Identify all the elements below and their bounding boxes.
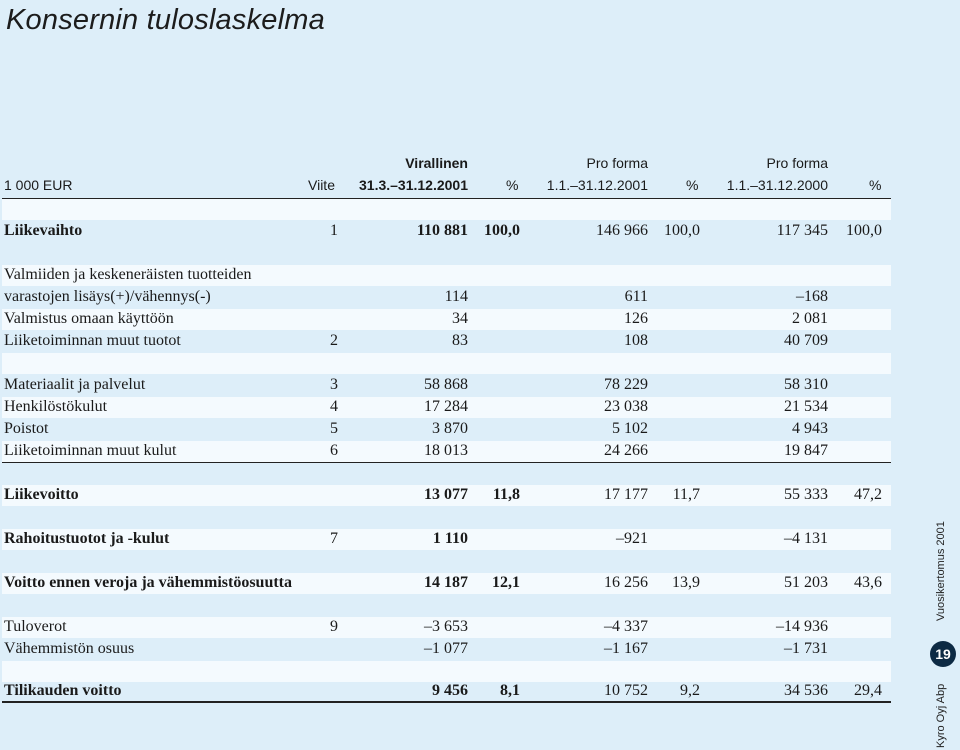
row-label: Liikevoitto	[4, 486, 79, 503]
note-header: Viite	[308, 177, 335, 193]
row-pct-col1: 8,1	[500, 682, 520, 699]
row-label: Tilikauden voitto	[4, 682, 122, 699]
col2-type: Pro forma	[586, 155, 648, 171]
col3-pct-header: %	[869, 177, 882, 193]
col2-pct-header: %	[686, 177, 699, 193]
row-value-col1: 14 187	[424, 574, 468, 591]
col1-period: 31.3.–31.12.2001	[359, 177, 468, 193]
row-band	[2, 661, 891, 682]
row-value-col1: –3 653	[424, 618, 468, 635]
row-value-col3: 55 333	[784, 486, 828, 503]
row-value-col2: 16 256	[604, 574, 648, 591]
row-value-col1: 83	[452, 332, 468, 349]
row-label: varastojen lisäys(+)/vähennys(-)	[4, 288, 211, 305]
row-value-col2: 108	[624, 332, 648, 349]
row-note: 3	[330, 376, 338, 393]
row-label: Voitto ennen veroja ja vähemmistöosuutta	[4, 574, 292, 591]
row-value-col2: –4 337	[604, 618, 648, 635]
row-label: Materiaalit ja palvelut	[4, 376, 146, 393]
row-pct-col1: 11,8	[492, 486, 520, 503]
row-value-col2: 5 102	[612, 420, 648, 437]
row-value-col1: –1 077	[424, 640, 468, 657]
row-pct-col3: 43,6	[854, 574, 882, 591]
row-note: 2	[330, 332, 338, 349]
row-value-col1: 1 110	[432, 530, 468, 547]
row-value-col2: 17 177	[604, 486, 648, 503]
row-value-col2: –1 167	[604, 640, 648, 657]
col3-period: 1.1.–31.12.2000	[726, 177, 828, 193]
row-value-col2: –921	[616, 530, 648, 547]
row-value-col1: 9 456	[432, 682, 468, 699]
row-note: 9	[330, 618, 338, 635]
unit-label: 1 000 EUR	[4, 177, 73, 193]
row-pct-col2: 9,2	[680, 682, 700, 699]
row-note: 5	[330, 420, 338, 437]
col1-pct-header: %	[506, 177, 519, 193]
row-value-col1: 114	[444, 288, 468, 305]
row-pct-col1: 100,0	[484, 222, 520, 239]
row-note: 7	[330, 530, 338, 547]
row-value-col2: 24 266	[604, 442, 648, 459]
col2-period: 1.1.–31.12.2001	[546, 177, 648, 193]
row-band	[2, 353, 891, 374]
row-value-col3: –14 936	[776, 618, 828, 635]
row-band	[2, 199, 891, 220]
row-value-col1: 34	[452, 310, 468, 327]
row-label: Valmiiden ja keskeneräisten tuotteiden	[4, 266, 252, 283]
row-value-col1: 17 284	[424, 398, 468, 415]
row-value-col3: 117 345	[776, 222, 828, 239]
col1-type: Virallinen	[405, 155, 468, 171]
row-value-col2: 78 229	[604, 376, 648, 393]
row-value-col3: 21 534	[784, 398, 828, 415]
row-value-col3: 51 203	[784, 574, 828, 591]
row-value-col1: 58 868	[424, 376, 468, 393]
row-value-col2: 10 752	[604, 682, 648, 699]
page-number: 19	[930, 641, 956, 667]
row-value-col3: 34 536	[784, 682, 828, 699]
row-value-col1: 3 870	[432, 420, 468, 437]
row-value-col2: 611	[624, 288, 648, 305]
row-value-col3: 58 310	[784, 376, 828, 393]
row-pct-col2: 13,9	[672, 574, 700, 591]
row-value-col3: –168	[796, 288, 828, 305]
row-label: Henkilöstökulut	[4, 398, 108, 415]
row-value-col3: –4 131	[784, 530, 828, 547]
row-value-col3: 19 847	[784, 442, 828, 459]
row-pct-col1: 12,1	[492, 574, 520, 591]
row-note: 4	[330, 398, 338, 415]
row-note: 6	[330, 442, 338, 459]
row-label: Liiketoiminnan muut kulut	[4, 442, 177, 459]
row-label: Rahoitustuotot ja -kulut	[4, 530, 170, 547]
row-label: Vähemmistön osuus	[4, 640, 135, 657]
row-note: 1	[330, 222, 338, 239]
row-value-col1: 13 077	[424, 486, 468, 503]
row-value-col3: –1 731	[784, 640, 828, 657]
side-company: Kyro Oyj Abp	[935, 683, 947, 748]
row-pct-col2: 11,7	[672, 486, 700, 503]
row-label: Tuloverot	[4, 618, 67, 635]
row-value-col3: 2 081	[792, 310, 828, 327]
header-rule	[2, 198, 891, 199]
col3-type: Pro forma	[766, 155, 828, 171]
row-value-col3: 40 709	[784, 332, 828, 349]
row-value-col2: 146 966	[596, 222, 648, 239]
row-pct-col3: 100,0	[846, 222, 882, 239]
row-value-col2: 126	[624, 310, 648, 327]
row-label: Valmistus omaan käyttöön	[4, 310, 174, 327]
row-label: Poistot	[4, 420, 49, 437]
row-pct-col3: 47,2	[854, 486, 882, 503]
row-value-col1: 110 881	[416, 222, 468, 239]
side-report-title: Vuosikertomus 2001	[935, 521, 947, 621]
row-pct-col2: 100,0	[664, 222, 700, 239]
row-value-col1: 18 013	[424, 442, 468, 459]
row-value-col2: 23 038	[604, 398, 648, 415]
row-label: Liiketoiminnan muut tuotot	[4, 332, 181, 349]
section-rule	[2, 462, 891, 463]
row-pct-col3: 29,4	[854, 682, 882, 699]
row-label: Liikevaihto	[4, 222, 83, 239]
row-value-col3: 4 943	[792, 420, 828, 437]
page-title: Konsernin tuloslaskelma	[6, 4, 325, 36]
bottom-rule	[2, 701, 891, 703]
